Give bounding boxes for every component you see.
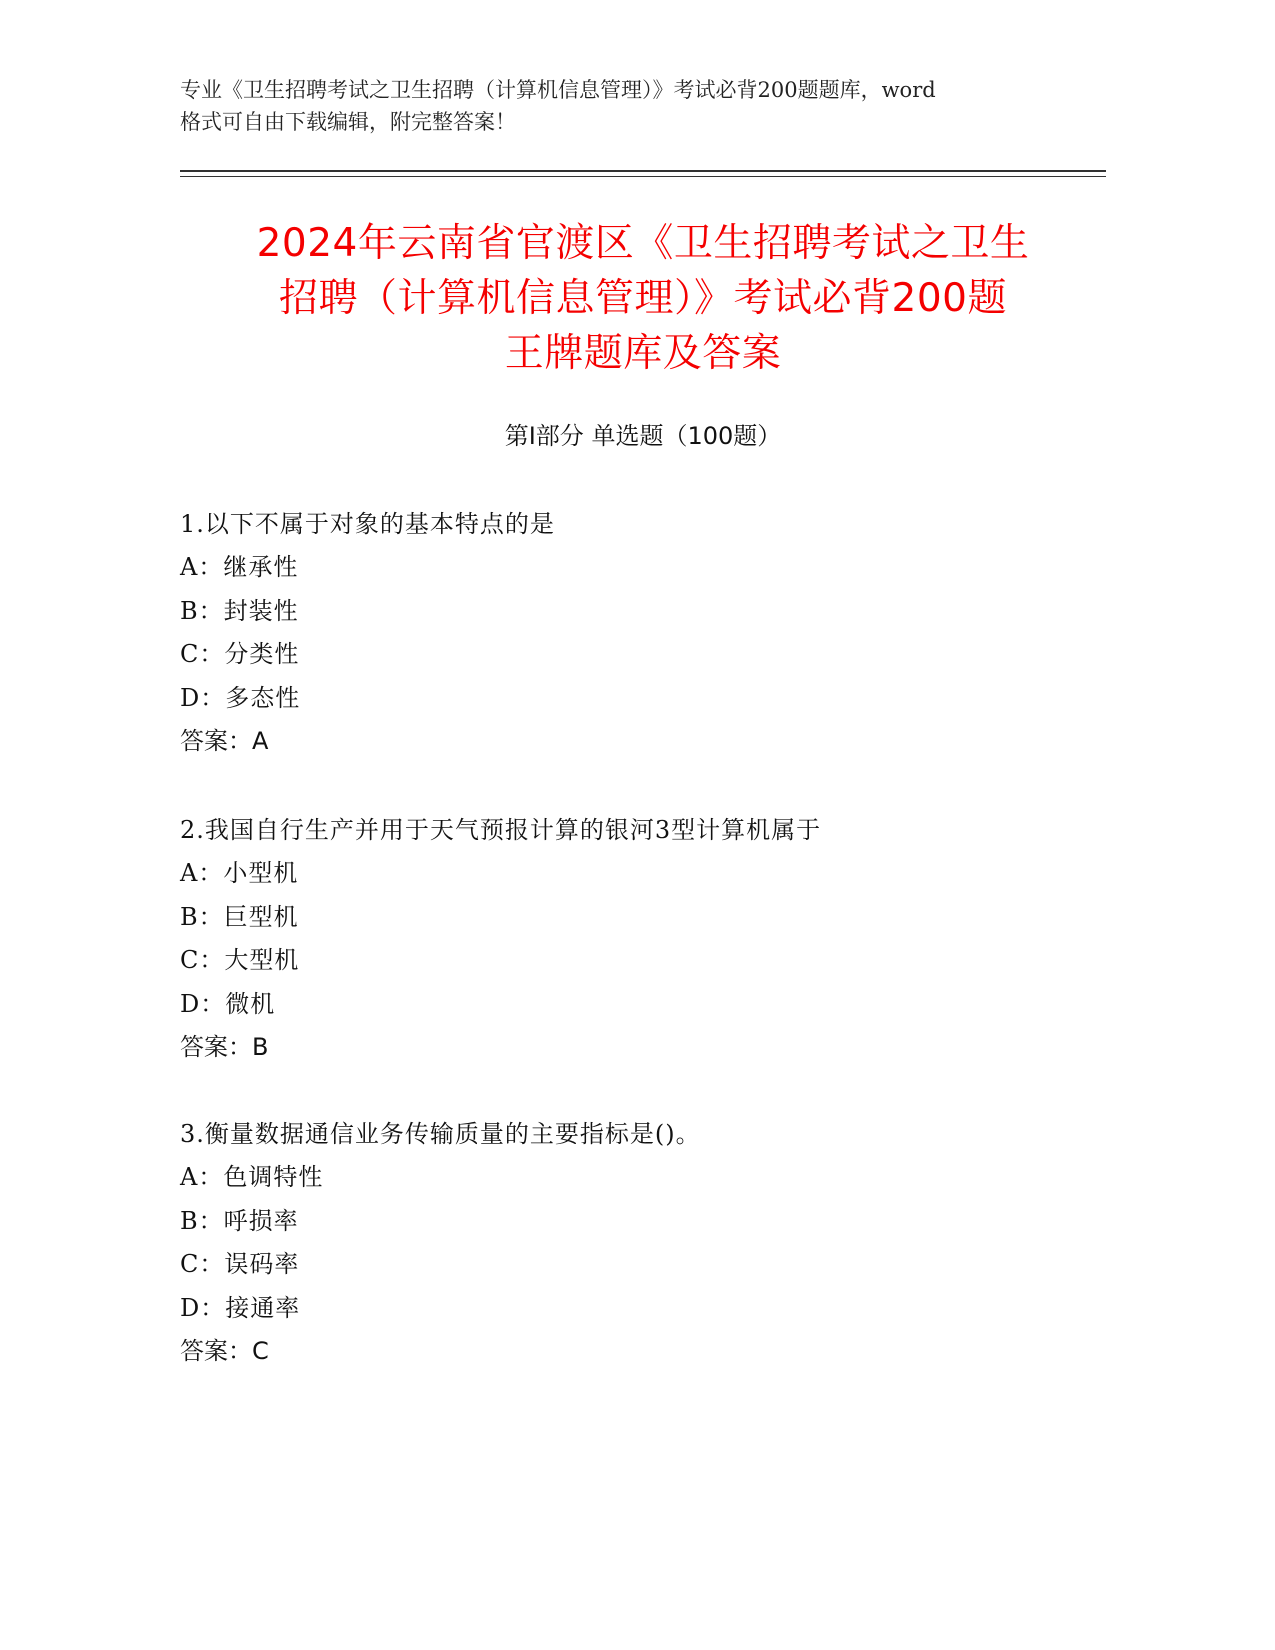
option-d: D：接通率 [180,1293,301,1322]
document-title-line-2: 招聘（计算机信息管理）》考试必背200题 [279,276,1007,321]
document-title [160,216,1126,381]
option-b: B：巨型机 [180,902,299,931]
option-c: C：误码率 [180,1250,300,1278]
question-stem: 1.以下不属于对象的基本特点的是 [180,510,555,538]
answer-line: 答案：C [180,1337,269,1365]
option-b: B：呼损率 [180,1206,299,1235]
question-stem: 3.衡量数据通信业务传输质量的主要指标是()。 [180,1120,701,1148]
answer-line: 答案：A [180,727,269,755]
question-item [180,1112,1080,1373]
document-title-line-1: 2024年云南省官渡区《卫生招聘考试之卫生 [256,221,1030,266]
option-a: A：小型机 [180,859,299,887]
question-item [180,502,1080,763]
option-b: B：封装性 [180,596,299,625]
header-note [180,74,1080,138]
option-d: D：多态性 [180,683,301,712]
option-c: C：分类性 [180,640,300,668]
header-divider-thin [180,176,1106,177]
header-note-line-1: 专业《卫生招聘考试之卫生招聘（计算机信息管理）》考试必背200题题库，word [180,78,936,102]
question-item [180,808,1080,1069]
option-d: D：微机 [180,989,276,1018]
document-title-line-3: 王牌题库及答案 [504,331,782,376]
option-a: A：继承性 [180,553,299,581]
section-heading: 第Ⅰ部分 单选题（100题） [504,422,782,450]
header-divider-thick [180,170,1106,172]
question-stem: 2.我国自行生产并用于天气预报计算的银河3型计算机属于 [180,816,822,844]
option-a: A：色调特性 [180,1163,324,1191]
header-note-line-2: 格式可自由下载编辑，附完整答案！ [180,110,516,134]
option-c: C：大型机 [180,946,300,974]
answer-line: 答案：B [180,1033,269,1061]
